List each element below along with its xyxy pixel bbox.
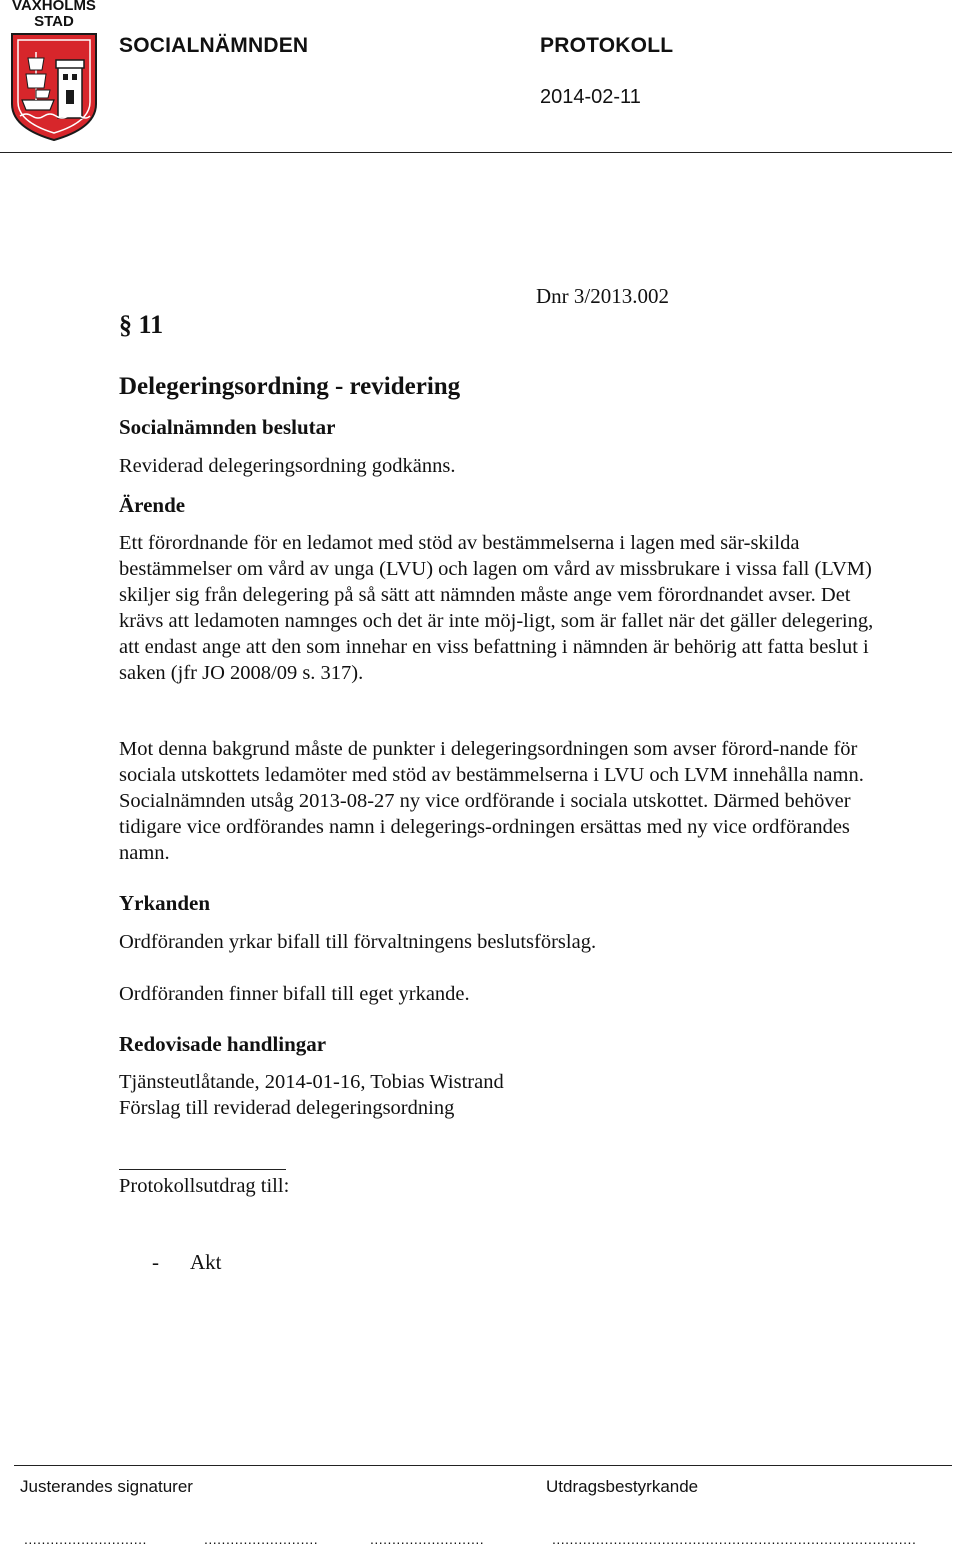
signature-line: .......................... (204, 1531, 319, 1547)
utdrag-recipient (152, 1250, 222, 1275)
decision-text: Reviderad delegeringsordning godkänns. (119, 455, 456, 477)
arende-paragraph: Ett förordnande för en ledamot med stöd av bestämmelserna i lagen med sär-skilda bestämmelser om vård av unga (LVU) och lagen om vård av missbrukare i vissa fall (LVM) skiljer sig från delegering på så sätt att nämnden måste ange vem förordnandet avser. Det krävs att ledamoten namnges och det är inte möj-ligt, som är fallet när det gäller delegering, att endast ange att den som innehar en viss befattning i nämnden är behörig att fatta beslut i saken (jfr JO 2008/09 s. 317). (119, 532, 874, 684)
paragraph-number: § 11 (119, 310, 164, 339)
yrkande-item: Ordföranden finner bifall till eget yrkande. (119, 983, 470, 1005)
handling-item: Förslag till reviderad delegeringsordning (119, 1097, 455, 1119)
arende-heading: Ärende (119, 493, 186, 517)
header-divider (0, 152, 952, 153)
signature-line: ............................ (24, 1531, 147, 1547)
document-date: 2014-02-11 (540, 86, 641, 108)
recipient-name: Akt (190, 1250, 222, 1274)
handling-item: Tjänsteutlåtande, 2014-01-16, Tobias Wistrand (119, 1071, 504, 1093)
utdrag-label: Protokollsutdrag till: (119, 1175, 290, 1197)
signature-line: .......................... (370, 1531, 485, 1547)
list-dash: - (152, 1250, 159, 1274)
logo-text: VAXHOLMS STAD (12, 0, 96, 30)
case-title: Delegeringsordning - revidering (119, 373, 461, 400)
extract-label: Utdragsbestyrkande (546, 1477, 699, 1496)
yrkanden-heading: Yrkanden (119, 891, 211, 915)
organization-name: SOCIALNÄMNDEN (119, 34, 309, 57)
logo-wordmark (6, 0, 102, 30)
case-number: Dnr 3/2013.002 (536, 284, 669, 308)
decision-heading: Socialnämnden beslutar (119, 415, 336, 439)
arende-paragraph: Mot denna bakgrund måste de punkter i delegeringsordningen som avser förord-nande för sociala utskottets ledamöter med stöd av bestämmelserna i LVU och LVM innehålla namn. Socialnämnden utsåg 2013-08-27 ny vice ordförande i sociala utskottet. Därmed behöver tidigare vice ordförandes namn i delegerings-ordningen ersättas med ny vice ordförandes namn. (119, 738, 864, 864)
yrkande-item: Ordföranden yrkar bifall till förvaltningens beslutsförslag. (119, 931, 597, 953)
utdrag-underline (119, 1169, 286, 1170)
handlingar-heading: Redovisade handlingar (119, 1032, 327, 1056)
document-type: PROTOKOLL (540, 34, 674, 57)
footer-divider (14, 1465, 952, 1466)
handlingar-list (119, 1069, 504, 1121)
extract-signature-line: ................................................................................... (552, 1531, 917, 1547)
signatures-label: Justerandes signaturer (20, 1477, 193, 1496)
